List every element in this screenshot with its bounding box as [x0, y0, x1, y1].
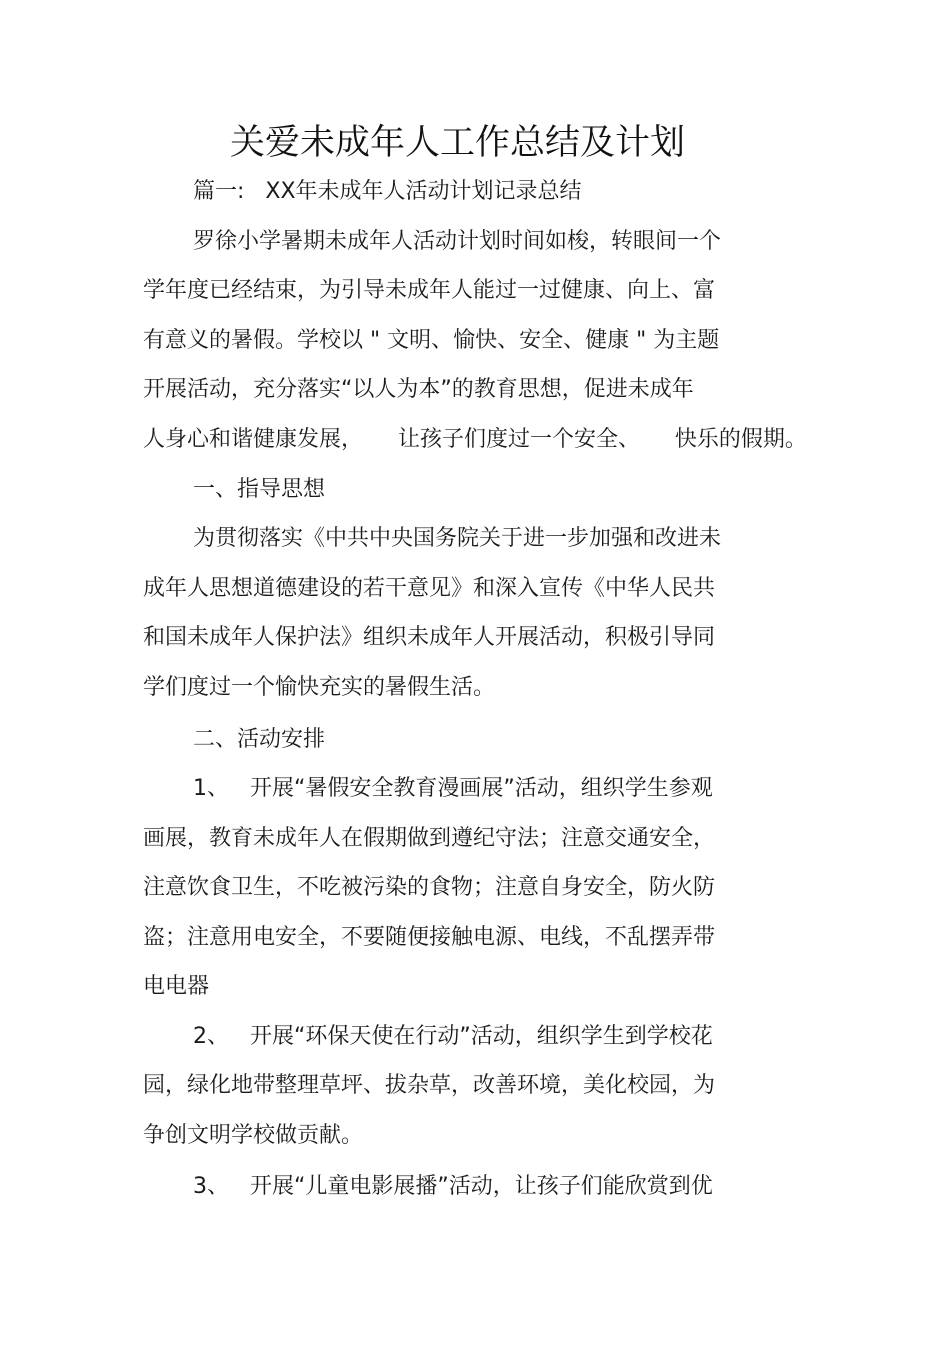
paragraph-line: 开展活动，充分落实“以人为本”的教育思想，促进未成年	[143, 377, 694, 402]
list-item-line: 3、 开展“儿童电影展播”活动，让孩子们能欣赏到优	[193, 1174, 713, 1199]
list-item-line: 1、 开展“暑假安全教育漫画展”活动，组织学生参观	[193, 776, 713, 801]
paragraph-line: 人身心和谐健康发展， 让孩子们度过一个安全、 快乐的假期。	[143, 427, 807, 452]
paragraph-line: 有意义的暑假。学校以 " 文明、愉快、安全、健康 " 为主题	[143, 328, 720, 353]
paragraph-line: 学年度已经结束，为引导未成年人能过一过健康、向上、富	[143, 278, 716, 303]
paragraph-line: 盗；注意用电安全，不要随便接触电源、电线，不乱摆弄带	[143, 925, 716, 950]
section-heading-part-one: 篇一: XX年未成年人活动计划记录总结	[193, 179, 582, 204]
paragraph-line: 罗徐小学暑期未成年人活动计划时间如梭，转眼间一个	[193, 229, 722, 254]
document-title: 关爱未成年人工作总结及计划	[229, 123, 685, 163]
paragraph-line: 学们度过一个愉快充实的暑假生活。	[143, 675, 496, 700]
paragraph-line: 园，绿化地带整理草坪、拔杂草，改善环境，美化校园，为	[143, 1073, 716, 1098]
section-heading-activities: 二、活动安排	[193, 727, 326, 752]
section-heading-guiding-idea: 一、指导思想	[193, 477, 326, 502]
paragraph-line: 争创文明学校做贡献。	[143, 1123, 364, 1148]
paragraph-line: 画展，教育未成年人在假期做到遵纪守法；注意交通安全，	[143, 826, 716, 851]
paragraph-line: 为贯彻落实《中共中央国务院关于进一步加强和改进未	[193, 526, 722, 551]
paragraph-line: 成年人思想道德建设的若干意见》和深入宣传《中华人民共	[143, 576, 716, 601]
paragraph-line: 电电器	[143, 974, 210, 999]
paragraph-line: 和国未成年人保护法》组织未成年人开展活动，积极引导同	[143, 625, 716, 650]
paragraph-line: 注意饮食卫生，不吃被污染的食物；注意自身安全，防火防	[143, 875, 716, 900]
list-item-line: 2、 开展“环保天使在行动”活动，组织学生到学校花	[193, 1024, 713, 1049]
